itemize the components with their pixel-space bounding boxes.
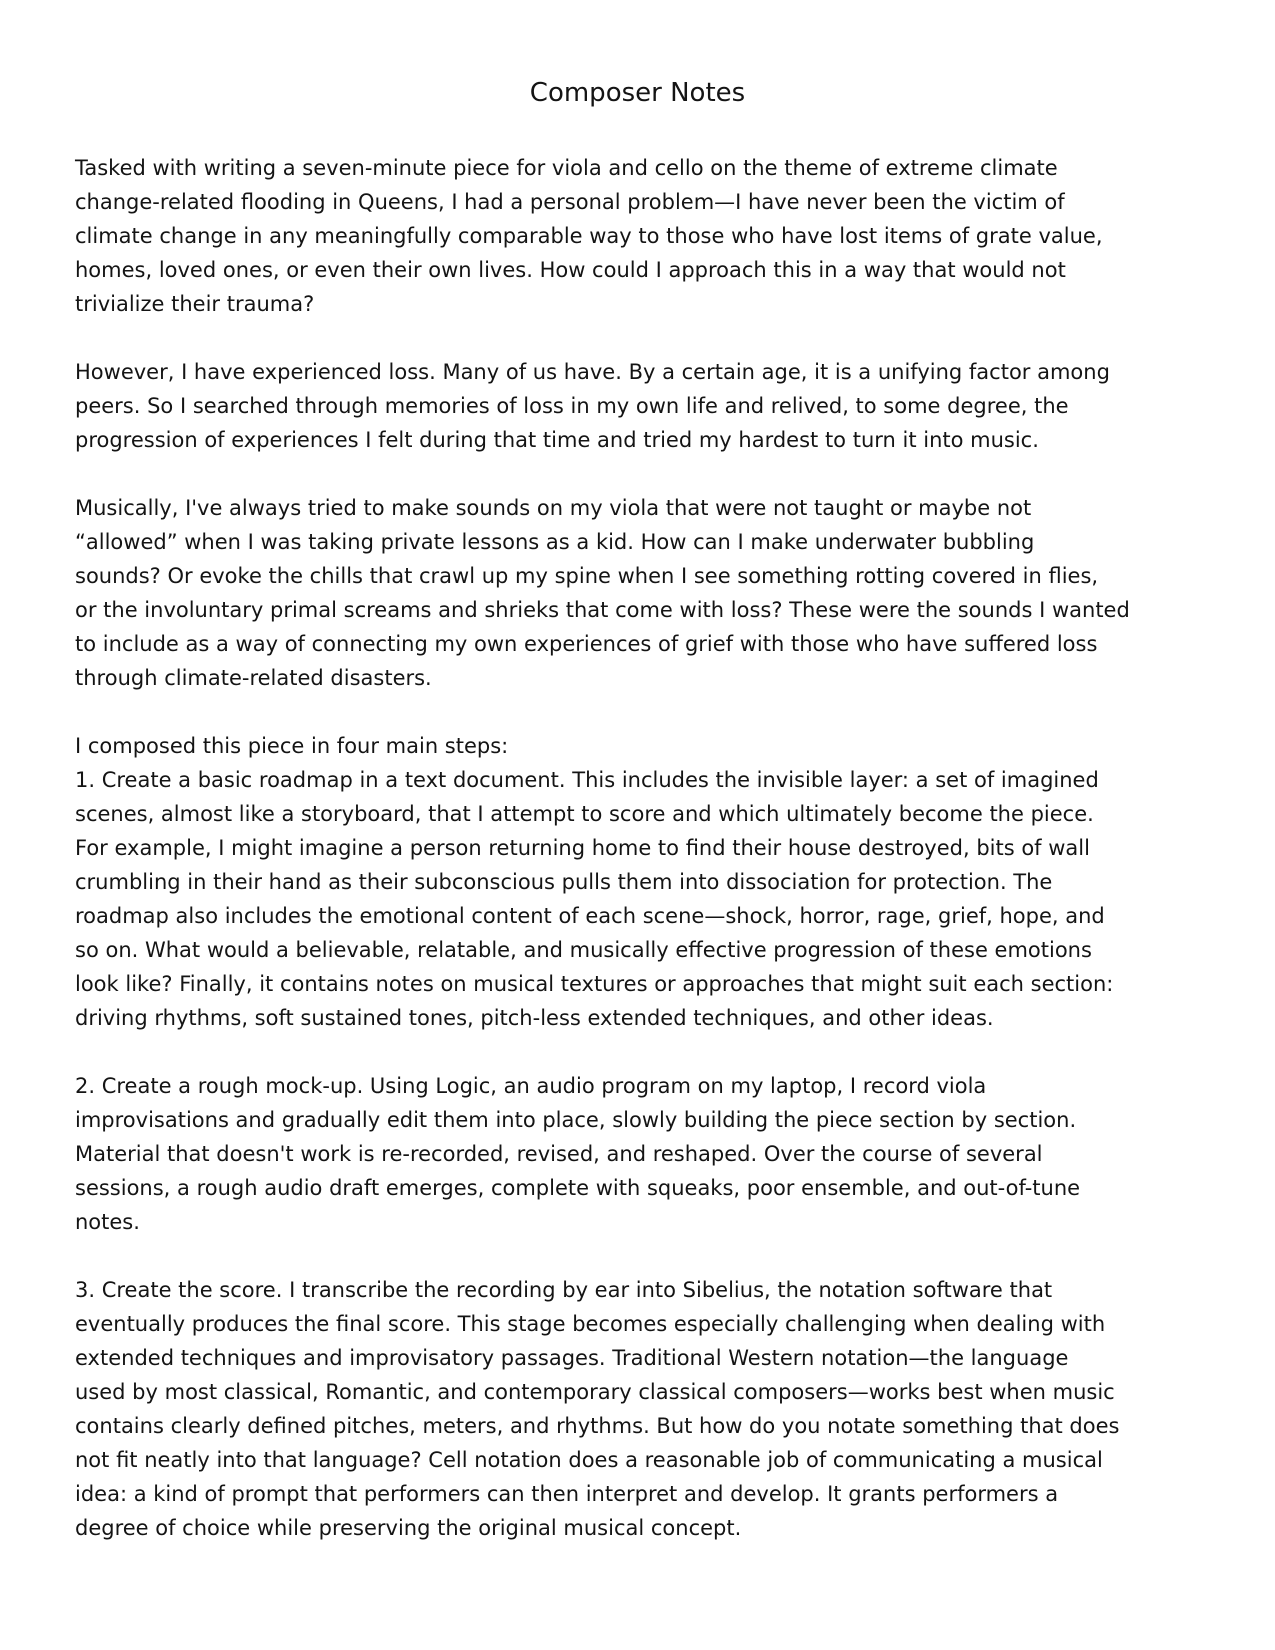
text-line: eventually produces the final score. This stage becomes especially challenging when dealing with <box>75 1312 1106 1336</box>
paragraph-loss <box>75 355 1200 457</box>
text-line: crumbling in their hand as their subconscious pulls them into dissociation for protection. The <box>75 870 1053 894</box>
text-line: Material that doesn't work is re-recorded, revised, and reshaped. Over the course of several <box>75 1142 1043 1166</box>
text-line: I composed this piece in four main steps: <box>75 734 509 758</box>
text-line: look like? Finally, it contains notes on musical textures or approaches that might suit each section: <box>75 972 1114 996</box>
text-line: sounds? Or evoke the chills that crawl up my spine when I see something rotting covered in flies, <box>75 564 1099 588</box>
text-line: used by most classical, Romantic, and contemporary classical composers—works best when music <box>75 1380 1115 1404</box>
text-line: roadmap also includes the emotional content of each scene—shock, horror, rage, grief, hope, and <box>75 904 1105 928</box>
text-line: not fit neatly into that language? Cell notation does a reasonable job of communicating a musical <box>75 1448 1103 1472</box>
paragraph-step-2 <box>75 1069 1200 1239</box>
text-line: driving rhythms, soft sustained tones, pitch-less extended techniques, and other ideas. <box>75 1006 994 1030</box>
paragraph-step-3 <box>75 1273 1200 1545</box>
text-line: “allowed” when I was taking private lessons as a kid. How can I make underwater bubbling <box>75 530 1035 554</box>
text-line: to include as a way of connecting my own experiences of grief with those who have suffered loss <box>75 632 1098 656</box>
text-line: or the involuntary primal screams and shrieks that come with loss? These were the sounds I wanted <box>75 598 1130 622</box>
text-line: However, I have experienced loss. Many of us have. By a certain age, it is a unifying factor among <box>75 360 1110 384</box>
text-line: scenes, almost like a storyboard, that I attempt to score and which ultimately become the piece. <box>75 802 1094 826</box>
text-line: extended techniques and improvisatory passages. Traditional Western notation—the language <box>75 1346 1069 1370</box>
document-body <box>75 151 1200 1579</box>
text-line: change-related flooding in Queens, I had a personal problem—I have never been the victim of <box>75 190 1065 214</box>
text-line: 3. Create the score. I transcribe the recording by ear into Sibelius, the notation software that <box>75 1278 1053 1302</box>
text-line: Musically, I've always tried to make sounds on my viola that were not taught or maybe not <box>75 496 1032 520</box>
paragraph-sounds <box>75 491 1200 695</box>
text-line: trivialize their trauma? <box>75 292 315 316</box>
text-line: progression of experiences I felt during that time and tried my hardest to turn it into music. <box>75 428 1039 452</box>
text-line: sessions, a rough audio draft emerges, complete with squeaks, poor ensemble, and out-of-tune <box>75 1176 1081 1200</box>
text-line: contains clearly defined pitches, meters, and rhythms. But how do you notate something that does <box>75 1414 1120 1438</box>
page-title: Composer Notes <box>529 78 746 108</box>
text-line: so on. What would a believable, relatable, and musically effective progression of these emotions <box>75 938 1092 962</box>
paragraph-step-1 <box>75 729 1200 1035</box>
text-line: For example, I might imagine a person returning home to find their house destroyed, bits of wall <box>75 836 1090 860</box>
text-line: Tasked with writing a seven-minute piece for viola and cello on the theme of extreme climate <box>75 156 1058 180</box>
text-line: peers. So I searched through memories of loss in my own life and relived, to some degree, the <box>75 394 1069 418</box>
text-line: through climate-related disasters. <box>75 666 432 690</box>
text-line: notes. <box>75 1210 140 1234</box>
text-line: degree of choice while preserving the original musical concept. <box>75 1516 742 1540</box>
text-line: idea: a kind of prompt that performers can then interpret and develop. It grants performers a <box>75 1482 1059 1506</box>
paragraph-intro <box>75 151 1200 321</box>
text-line: improvisations and gradually edit them into place, slowly building the piece section by section. <box>75 1108 1077 1132</box>
text-line: 2. Create a rough mock-up. Using Logic, an audio program on my laptop, I record viola <box>75 1074 987 1098</box>
text-line: 1. Create a basic roadmap in a text document. This includes the invisible layer: a set of imagined <box>75 768 1099 792</box>
text-line: homes, loved ones, or even their own lives. How could I approach this in a way that would not <box>75 258 1066 282</box>
text-line: climate change in any meaningfully comparable way to those who have lost items of grate value, <box>75 224 1103 248</box>
